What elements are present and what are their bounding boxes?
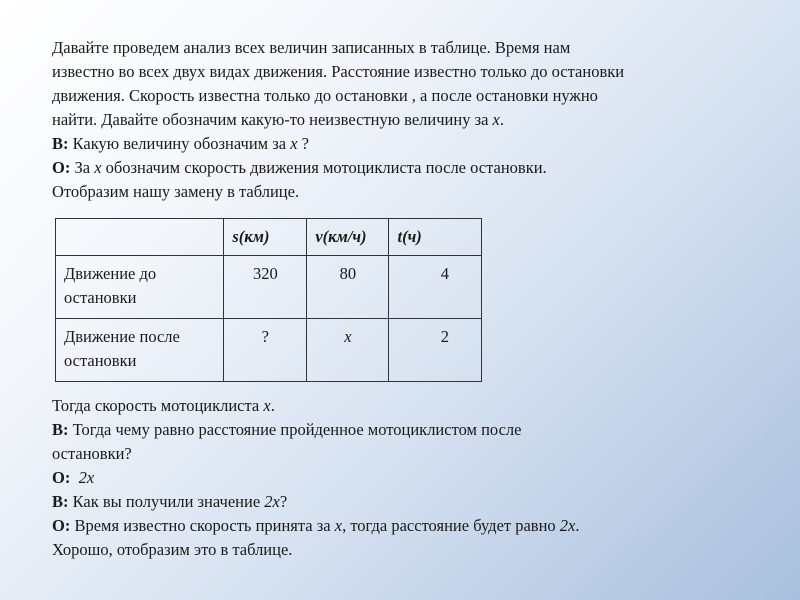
answer-3-var: x — [334, 516, 343, 535]
answer-1-var: x — [94, 158, 102, 177]
intro-line-4-end: . — [499, 110, 504, 129]
question-2 — [52, 418, 772, 442]
intro-line-1: Давайте проведем анализ всех величин записанных в таблице. Время нам — [52, 38, 571, 57]
row-label-cell — [56, 256, 224, 319]
answer-3 — [52, 514, 772, 538]
question-2-line-2: остановки? — [52, 444, 132, 463]
row-label-line-2: остановки — [64, 351, 137, 370]
answer-1-text2: обозначим скорость движения мотоциклиста после остановки. — [101, 158, 547, 177]
question-2-text: Тогда чему равно расстояние пройденное мотоциклистом после — [68, 420, 522, 439]
slide-text-top — [52, 36, 772, 204]
row-label-cell — [56, 319, 224, 382]
cell-distance: 320 — [224, 256, 307, 319]
answer-3-label: О: — [52, 516, 71, 535]
intro-line-4-text: найти. Давайте обозначим какую-то неизвестную величину за — [52, 110, 493, 129]
answer-3-var2: 2x — [559, 516, 576, 535]
outro-line-1-text: Тогда скорость мотоциклиста — [52, 396, 264, 415]
question-3-var: 2x — [264, 492, 280, 511]
header-cell-time: t(ч) — [389, 219, 482, 256]
intro-line-3: движения. Скорость известна только до остановки , а после остановки нужно — [52, 86, 598, 105]
header-cell-empty — [56, 219, 224, 256]
intro-line-4 — [52, 108, 772, 132]
question-3-text: Как вы получили значение — [68, 492, 265, 511]
row-label-line-1: Движение после — [64, 327, 180, 346]
motion-table — [55, 218, 482, 382]
question-3-label: В: — [52, 492, 69, 511]
answer-3-text2: , тогда расстояние будет равно — [342, 516, 560, 535]
intro-line-4-var: x — [492, 110, 500, 129]
answer-2-value: 2x — [78, 468, 95, 487]
answer-2 — [52, 466, 772, 490]
question-1-label: В: — [52, 134, 69, 153]
question-1-end: ? — [297, 134, 309, 153]
answer-2-label: О: — [52, 468, 71, 487]
answer-1-line-2: Отобразим нашу замену в таблице. — [52, 182, 300, 201]
cell-speed: 80 — [307, 256, 389, 319]
row-label-line-2: остановки — [64, 288, 137, 307]
answer-3-end: . — [575, 516, 580, 535]
slide-text-bottom — [52, 394, 772, 562]
cell-time: 2 — [389, 319, 482, 382]
table-row — [56, 319, 482, 382]
table-row — [56, 256, 482, 319]
outro-paragraph — [52, 394, 772, 562]
question-1-text: Какую величину обозначим за — [68, 134, 291, 153]
cell-speed: x — [307, 319, 389, 382]
question-3-end: ? — [279, 492, 288, 511]
intro-line-2: известно во всех двух видах движения. Расстояние известно только до остановки — [52, 62, 625, 81]
answer-3-text: Время известно скорость принята за — [70, 516, 335, 535]
outro-last-line: Хорошо, отобразим это в таблице. — [52, 540, 293, 559]
table-header-row — [56, 219, 482, 256]
header-cell-speed: v(км/ч) — [307, 219, 389, 256]
intro-paragraph — [52, 36, 772, 204]
cell-distance: ? — [224, 319, 307, 382]
outro-line-1-end: . — [270, 396, 275, 415]
question-3 — [52, 490, 772, 514]
answer-1-text1: За — [70, 158, 95, 177]
cell-time: 4 — [389, 256, 482, 319]
outro-line-1 — [52, 394, 772, 418]
answer-1 — [52, 156, 772, 180]
answer-1-label: О: — [52, 158, 71, 177]
question-2-label: В: — [52, 420, 69, 439]
header-cell-distance: s(км) — [224, 219, 307, 256]
question-1 — [52, 132, 772, 156]
outro-line-1-var: x — [263, 396, 271, 415]
row-label-line-1: Движение до — [64, 264, 157, 283]
question-1-var: x — [290, 134, 298, 153]
